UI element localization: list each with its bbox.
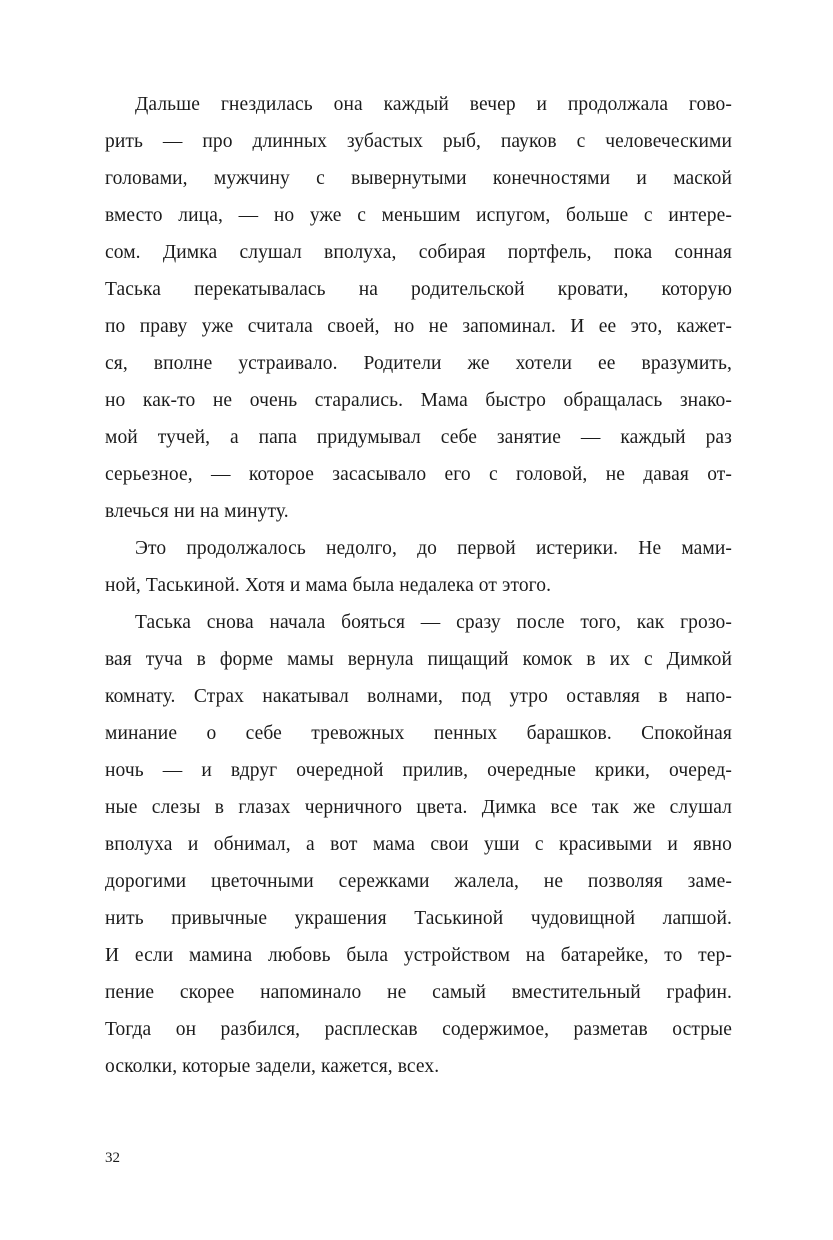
text-line: по праву уже считала своей, но не запоминал. И ее это, кажет- (105, 316, 732, 337)
text-line: но как-то не очень старались. Мама быстро обращалась знако- (105, 390, 732, 411)
text-line: ной, Таськиной. Хотя и мама была недалека от этого. (105, 575, 552, 596)
text-line: Таська перекатывалась на родительской кровати, которую (105, 279, 732, 300)
text-line: влечься ни на минуту. (105, 501, 289, 522)
text-line: минание о себе тревожных пенных барашков. Спокойная (105, 723, 732, 744)
text-line: вполуха и обнимал, а вот мама свои уши с красивыми и явно (105, 834, 732, 855)
text-line: дорогими цветочными сережками жалела, не позволяя заме- (105, 871, 732, 892)
text-line: ся, вполне устраивало. Родители же хотели ее вразумить, (105, 353, 732, 374)
text-line: комнату. Страх накатывал волнами, под утро оставляя в напо- (105, 686, 732, 707)
text-line: Дальше гнездилась она каждый вечер и продолжала гово- (135, 94, 732, 115)
text-line: серьезное, — которое засасывало его с головой, не давая от- (105, 464, 732, 485)
text-line: вая туча в форме мамы вернула пищащий комок в их с Димкой (105, 649, 732, 670)
text-block (105, 86, 732, 1085)
text-line: пение скорее напоминало не самый вместительный графин. (105, 982, 732, 1003)
text-line: осколки, которые задели, кажется, всех. (105, 1056, 440, 1077)
text-line: Таська снова начала бояться — сразу после того, как грозо- (135, 612, 732, 633)
text-line: ночь — и вдруг очередной прилив, очередные крики, очеред- (105, 760, 732, 781)
text-line: Это продолжалось недолго, до первой истерики. Не мами- (135, 538, 732, 559)
text-line: мой тучей, а папа придумывал себе занятие — каждый раз (105, 427, 732, 448)
text-line: вместо лица, — но уже с меньшим испугом, больше с интере- (105, 205, 732, 226)
text-line: рить — про длинных зубастых рыб, пауков с человеческими (105, 131, 732, 152)
text-line: ные слезы в глазах черничного цвета. Димка все так же слушал (105, 797, 732, 818)
text-line: Тогда он разбился, расплескав содержимое, разметав острые (105, 1019, 732, 1040)
text-line: И если мамина любовь была устройством на батарейке, то тер- (105, 945, 732, 966)
text-line: сом. Димка слушал вполуха, собирая портфель, пока сонная (105, 242, 732, 263)
text-line: головами, мужчину с вывернутыми конечностями и маской (105, 168, 732, 189)
page-number: 32 (105, 1150, 120, 1166)
text-line: нить привычные украшения Таськиной чудовищной лапшой. (105, 908, 732, 929)
